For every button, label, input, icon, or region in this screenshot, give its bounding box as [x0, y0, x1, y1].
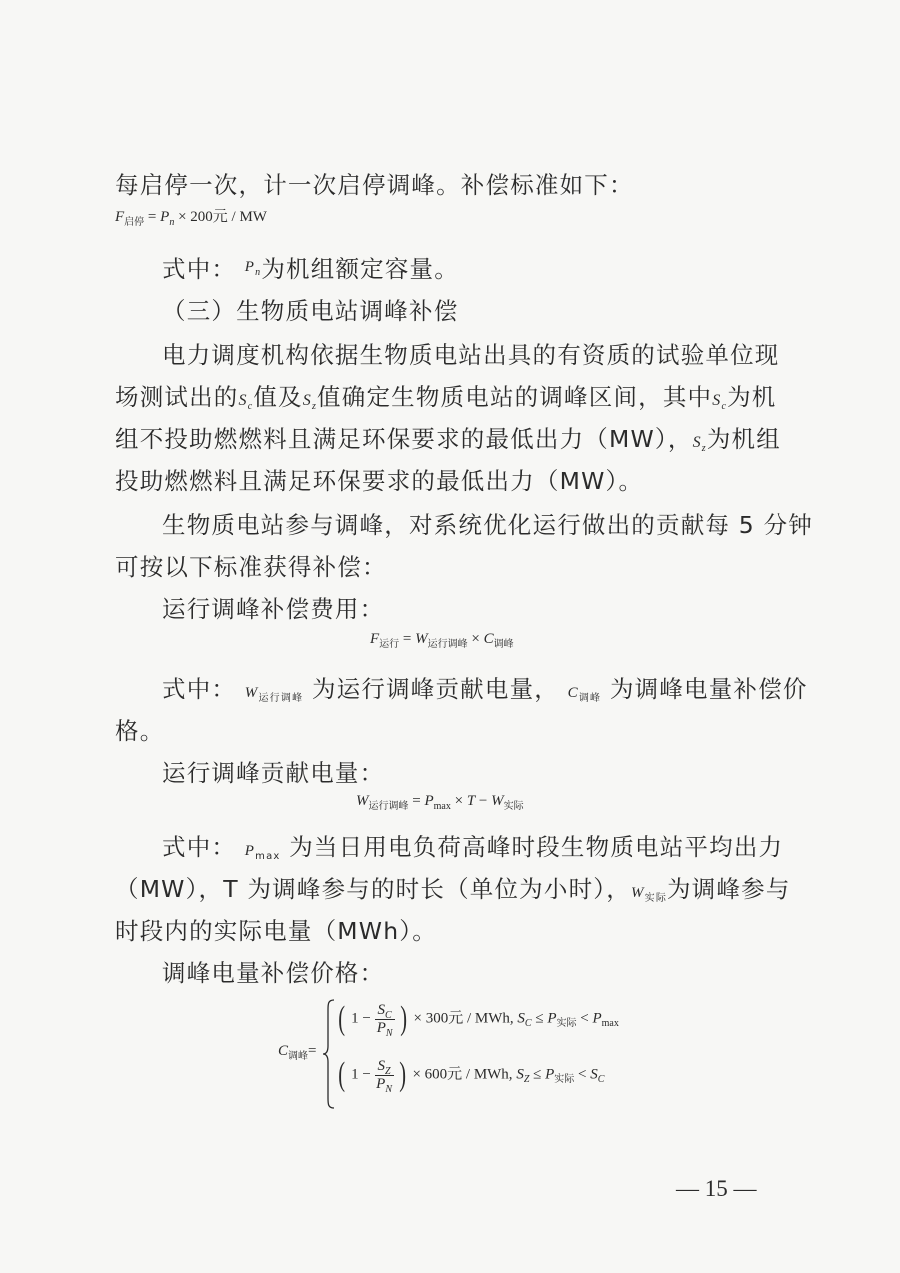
formula-symbol: P [160, 209, 170, 225]
formula-operator: − [478, 793, 488, 809]
math-symbol: S [302, 392, 312, 409]
formula-symbol: S [590, 1066, 598, 1083]
formula-symbol: S [377, 1057, 386, 1074]
formula-symbol: T [466, 793, 476, 809]
formula-symbol: W [415, 631, 428, 647]
math-symbol: S [238, 392, 248, 409]
text-span: 式中： [162, 833, 237, 861]
formula-symbol: F [115, 209, 125, 225]
text-line [162, 833, 784, 862]
formula-rest: × 200元 / MW [178, 209, 267, 225]
formula-subscript: 调峰 [493, 639, 514, 650]
text-span: 为调峰参与 [667, 875, 791, 903]
math-subscript: max [255, 851, 281, 862]
formula-symbol: W [356, 793, 369, 809]
text-line [115, 383, 777, 412]
formula-text: 1 − [351, 1010, 371, 1027]
formula-operator: × [454, 793, 464, 809]
formula-symbol: F [370, 631, 380, 647]
formula-symbol: P [547, 1010, 557, 1027]
formula-symbol: P [424, 793, 434, 809]
formula-price-piecewise [278, 998, 638, 1110]
formula-symbol: C [483, 631, 494, 647]
formula-subscript: Z [523, 1074, 530, 1086]
text-line: 运行调峰贡献电量： [162, 759, 385, 787]
text-span: 组不投助燃燃料且满足环保要求的最低出力（MW）， [115, 425, 693, 453]
formula-case-2 [336, 1056, 605, 1095]
formula-symbol: C [278, 1043, 289, 1059]
text-span: 为机组额定容量。 [261, 255, 459, 283]
text-span: 为运行调峰贡献电量， [311, 675, 559, 703]
math-subscript: z [311, 401, 318, 412]
formula-subscript: N [385, 1083, 392, 1095]
formula-operator: = [402, 631, 412, 647]
formula-subscript: 运行调峰 [368, 801, 409, 812]
math-symbol: S [692, 434, 702, 451]
text-span: 为机 [727, 383, 777, 411]
formula-operator: × [471, 631, 480, 647]
text-line [162, 255, 459, 283]
text-span: 场测试出的 [115, 383, 239, 411]
formula-subscript: max [433, 801, 451, 812]
math-symbol: C [567, 685, 579, 701]
formula-subscript: 启停 [124, 217, 145, 228]
text-line: 调峰电量补偿价格： [162, 959, 385, 987]
formula-subscript: 实际 [503, 801, 524, 812]
formula-subscript: C [524, 1018, 532, 1030]
formula-fraction [375, 1001, 395, 1039]
math-symbol: P [244, 843, 256, 859]
math-subscript: c [247, 401, 254, 412]
left-paren: ( [338, 1056, 346, 1093]
formula-symbol: S [377, 1001, 386, 1018]
formula-start-stop [115, 209, 267, 228]
text-line [162, 675, 808, 704]
formula-subscript: n [169, 217, 175, 228]
formula-operator: = [412, 793, 421, 809]
formula-text: × 300元 / MWh, [413, 1010, 518, 1027]
math-symbol: P [244, 259, 256, 275]
formula-subscript: N [385, 1027, 393, 1039]
math-symbol: S [712, 392, 722, 409]
text-line: 每启停一次，计一次启停调峰。补偿标准如下： [115, 171, 634, 199]
brace-icon [322, 998, 336, 1110]
text-line: 投助燃燃料且满足环保要求的最低出力（MW）。 [115, 467, 644, 495]
section-heading: （三）生物质电站调峰补偿 [162, 297, 459, 325]
formula-subscript: Z [385, 1065, 391, 1077]
formula-operator: ≤ [535, 1010, 548, 1027]
math-subscript: 运行调峰 [258, 693, 304, 704]
formula-symbol: P [376, 1075, 386, 1092]
page-number: — 15 — [676, 1176, 757, 1201]
math-symbol: W [244, 685, 259, 701]
formula-fraction [375, 1057, 394, 1095]
formula-subscript: 实际 [554, 1074, 575, 1086]
formula-subscript: max [601, 1018, 619, 1030]
formula-symbol: S [517, 1010, 525, 1027]
text-line: 电力调度机构依据生物质电站出具的有资质的试验单位现 [162, 341, 780, 369]
formula-subscript: C [597, 1074, 605, 1086]
text-span: 为机组 [706, 425, 781, 453]
formula-subscript: C [385, 1009, 392, 1021]
text-line: 可按以下标准获得补偿： [115, 553, 387, 581]
formula-lhs [278, 1043, 317, 1062]
math-subscript: c [721, 401, 728, 412]
formula-run-fee [370, 631, 514, 650]
right-paren: ) [399, 1056, 407, 1093]
math-symbol: W [630, 885, 645, 901]
text-span: 值及 [253, 383, 303, 411]
math-subscript: z [701, 443, 707, 454]
formula-subscript: 运行调峰 [427, 639, 468, 650]
formula-symbol: P [545, 1066, 555, 1083]
math-subscript: 实际 [644, 893, 668, 904]
formula-contribution [356, 793, 524, 812]
formula-symbol: S [516, 1066, 524, 1083]
formula-symbol: W [491, 793, 504, 809]
text-line: 运行调峰补偿费用： [162, 595, 385, 623]
text-line [115, 875, 791, 904]
formula-subscript: 调峰 [288, 1051, 309, 1062]
formula-operator: = [147, 209, 157, 225]
formula-subscript: 运行 [379, 639, 400, 650]
formula-text: 1 − [351, 1066, 371, 1083]
formula-symbol: P [592, 1010, 602, 1027]
text-span: 为调峰电量补偿价 [609, 675, 808, 703]
left-paren: ( [338, 1000, 346, 1037]
formula-operator: < [580, 1010, 593, 1027]
right-paren: ) [400, 1000, 408, 1037]
text-line: 格。 [115, 717, 165, 745]
text-span: 式中： [162, 255, 237, 283]
text-line: 生物质电站参与调峰，对系统优化运行做出的贡献每 5 分钟 [162, 511, 813, 539]
math-subscript: 调峰 [578, 693, 602, 704]
math-subscript: n [255, 267, 262, 278]
formula-subscript: 实际 [556, 1018, 577, 1030]
formula-symbol: P [376, 1019, 386, 1036]
formula-operator: = [308, 1043, 317, 1059]
formula-operator: < [578, 1066, 591, 1083]
text-span: （MW），T 为调峰参与的时长（单位为小时）， [115, 875, 631, 903]
text-span: 值确定生物质电站的调峰区间，其中 [317, 383, 713, 411]
text-line [115, 425, 781, 454]
text-span: 式中： [162, 675, 237, 703]
formula-text: × 600元 / MWh, [412, 1066, 517, 1083]
formula-operator: ≤ [533, 1066, 546, 1083]
formula-case-1 [336, 1000, 619, 1039]
text-line: 时段内的实际电量（MWh）。 [115, 917, 437, 945]
text-span: 为当日用电负荷高峰时段生物质电站平均出力 [289, 833, 784, 861]
